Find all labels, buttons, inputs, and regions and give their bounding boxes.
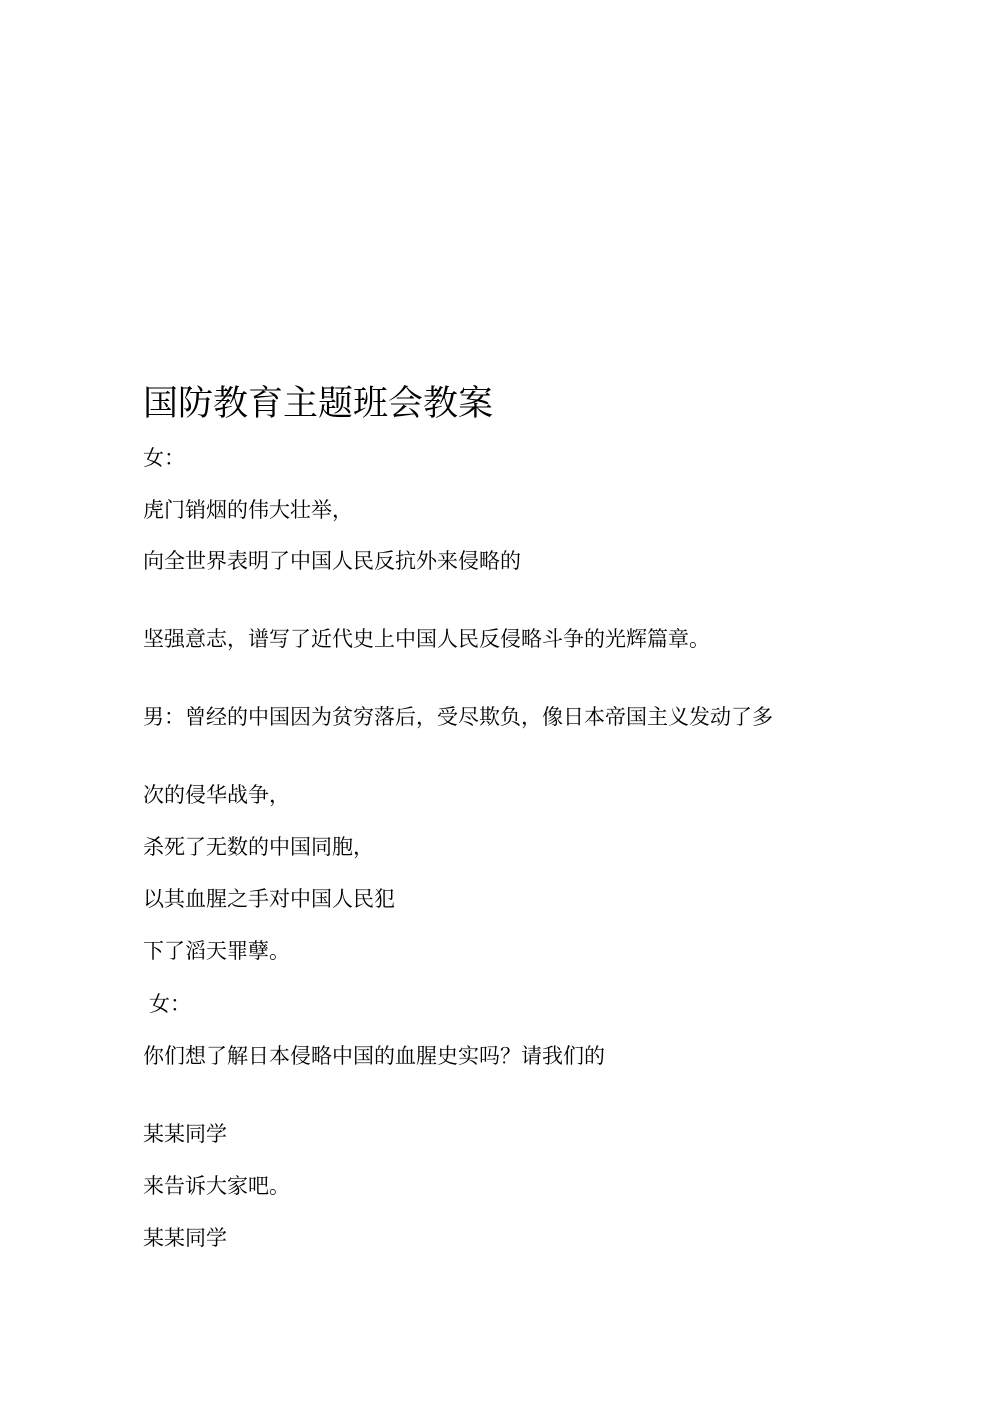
speaker-male-line: 男：曾经的中国因为贫穷落后，受尽欺负，像日本帝国主义发动了多 xyxy=(143,705,773,729)
text-line: 坚强意志，谱写了近代史上中国人民反侵略斗争的光辉篇章。 xyxy=(143,627,710,651)
text-line: 某某同学 xyxy=(143,1226,227,1250)
text-line: 来告诉大家吧。 xyxy=(143,1174,290,1198)
text-line: 以其血腥之手对中国人民犯 xyxy=(143,887,395,911)
text-line: 你们想了解日本侵略中国的血腥史实吗？请我们的 xyxy=(143,1044,605,1068)
text-line: 次的侵华战争， xyxy=(143,783,290,807)
text-line: 下了滔天罪孽。 xyxy=(143,939,290,963)
speaker-female-1: 女： xyxy=(143,446,185,470)
speaker-female-2: 女： xyxy=(149,992,191,1016)
text-line: 虎门销烟的伟大壮举， xyxy=(143,498,353,522)
text-line: 向全世界表明了中国人民反抗外来侵略的 xyxy=(143,549,521,573)
page-title: 国防教育主题班会教案 xyxy=(143,384,494,424)
text-line: 杀死了无数的中国同胞， xyxy=(143,835,374,859)
text-line: 某某同学 xyxy=(143,1122,227,1146)
